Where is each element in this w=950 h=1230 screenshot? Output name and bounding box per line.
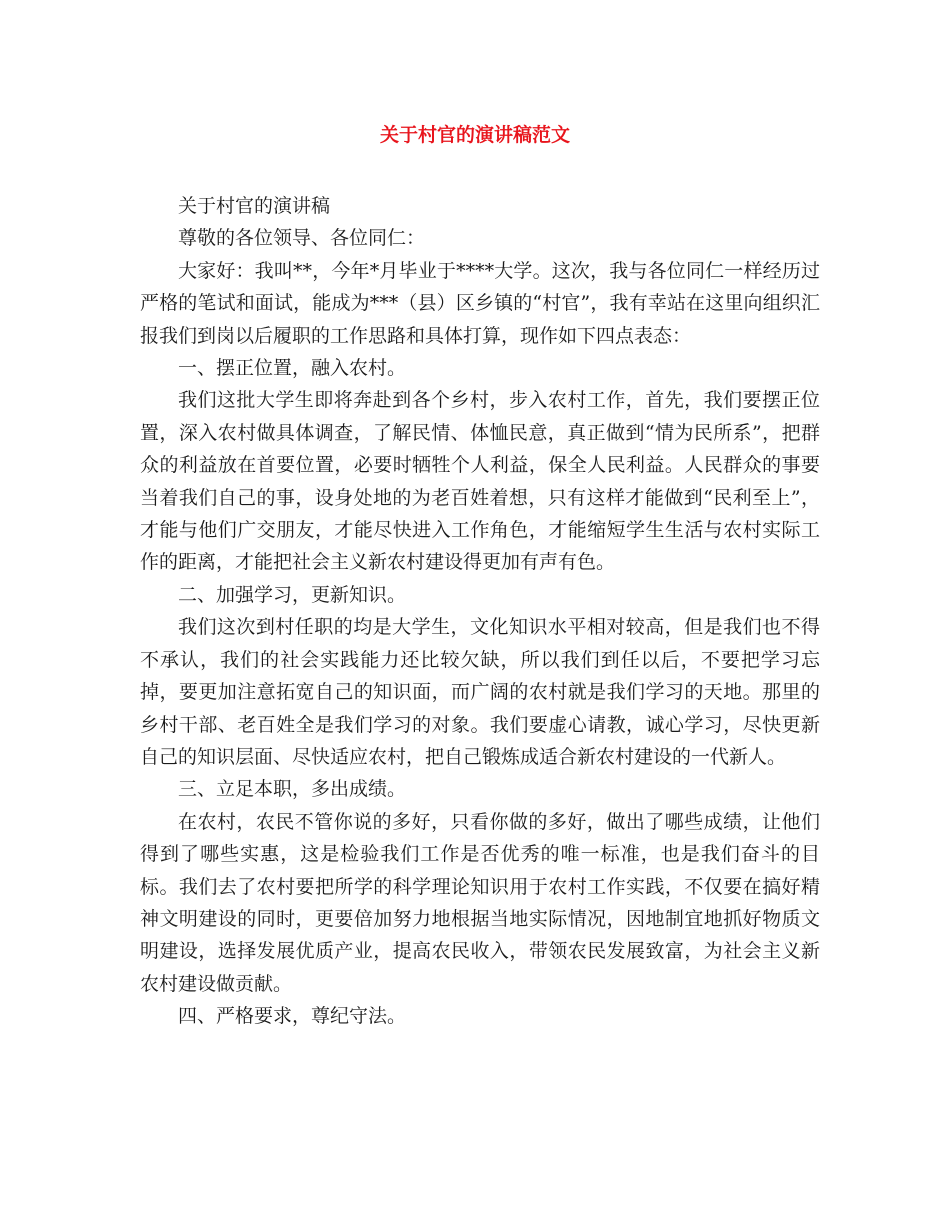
paragraph-intro: 大家好：我叫**，今年*月毕业于****大学。这次，我与各位同仁一样经历过严格的笔试和面试，能成为***（县）区乡镇的“村官”，我有幸站在这里向组织汇报我们到岗以后履职的工作思路和具体打算，现作如下四点表态：: [140, 259, 820, 347]
document-body: [140, 190, 820, 1033]
section-heading-3: 三、立足本职，多出成绩。: [178, 778, 407, 801]
paragraph-section-3: 在农村，农民不管你说的多好，只看你做的多好，做出了哪些成绩，让他们得到了哪些实惠，这是检验我们工作是否优秀的唯一标准，也是我们奋斗的目标。我们去了农村要把所学的科学理论知识用于农村工作实践，不仅要在搞好精神文明建设的同时，更要倍加努力地根据当地实际情况，因地制宜地抓好物质文明建设，选择发展优质产业，提高农民收入，带领农民发展致富，为社会主义新农村建设做贡献。: [140, 810, 820, 995]
section-heading-2: 二、加强学习，更新知识。: [178, 583, 407, 606]
paragraph-section-2: 我们这次到村任职的均是大学生，文化知识水平相对较高，但是我们也不得不承认，我们的社会实践能力还比较欠缺，所以我们到任以后，不要把学习忘掉，要更加注意拓宽自己的知识面，而广阔的农村就是我们学习的天地。那里的乡村干部、老百姓全是我们学习的对象。我们要虚心请教，诚心学习，尽快更新自己的知识层面、尽快适应农村，把自己锻炼成适合新农村建设的一代新人。: [140, 616, 820, 768]
paragraph-salutation: 尊敬的各位领导、各位同仁：: [178, 227, 426, 250]
paragraph-subtitle: 关于村官的演讲稿: [178, 195, 331, 217]
section-heading-4: 四、严格要求，尊纪守法。: [178, 1005, 407, 1028]
paragraph-section-1: 我们这批大学生即将奔赴到各个乡村，步入农村工作，首先，我们要摆正位置，深入农村做具体调查，了解民情、体恤民意，真正做到“情为民所系”，把群众的利益放在首要位置，必要时牺牲个人利益，保全人民利益。人民群众的事要当着我们自己的事，设身处地的为老百姓着想，只有这样才能做到“民利至上”，才能与他们广交朋友，才能尽快进入工作角色，才能缩短学生生活与农村实际工作的距离，才能把社会主义新农村建设得更加有声有色。: [140, 389, 820, 574]
section-heading-1: 一、摆正位置，融入农村。: [178, 357, 407, 380]
document-title: 关于村官的演讲稿范文: [379, 124, 570, 146]
